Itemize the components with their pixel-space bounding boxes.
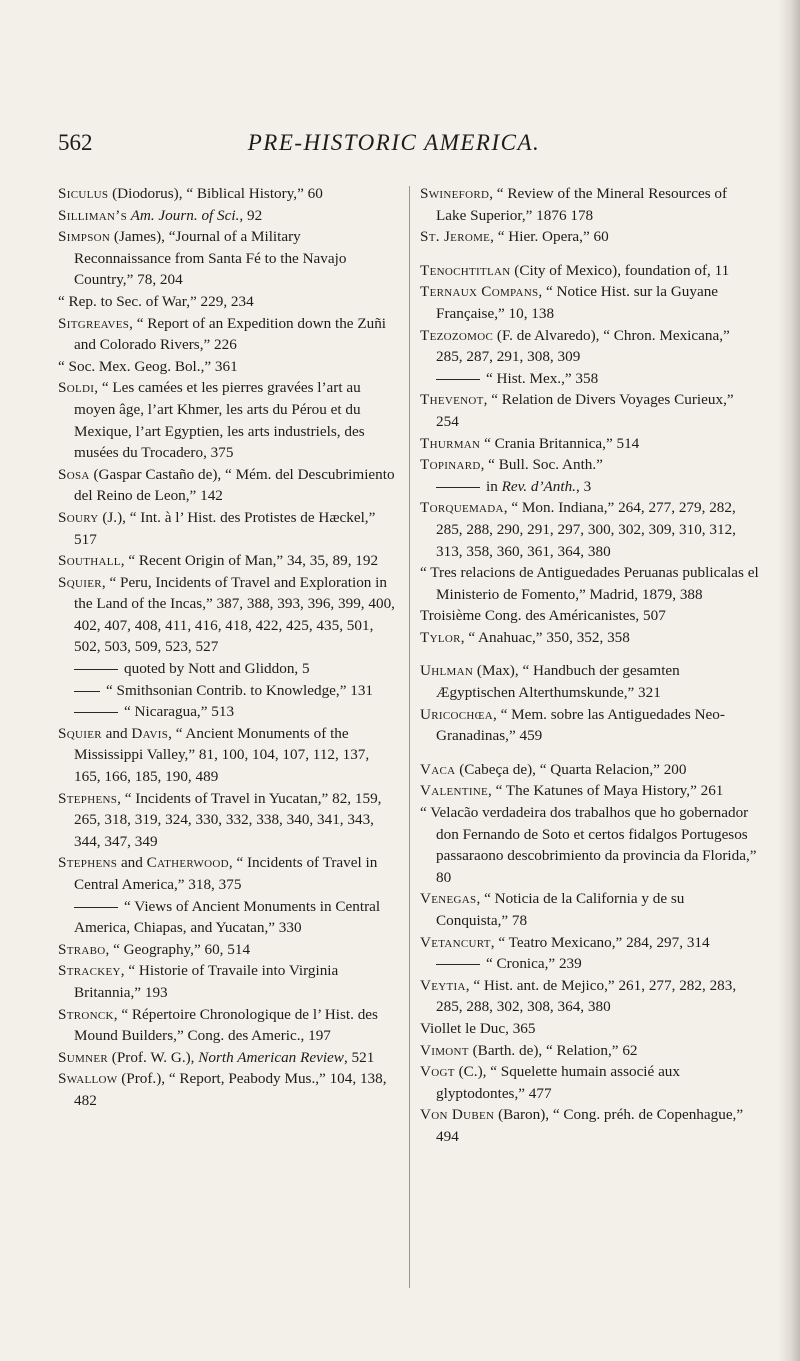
- index-entry: [58, 356, 398, 378]
- index-entry: [58, 896, 398, 939]
- entry-text: , “ Incidents of Travel in Yucatan,” 82, 159, 265, 318, 319, 324, 330, 332, 338, 340, 341, 343, 344, 347, 349: [74, 789, 382, 850]
- entry-author: Uhlman: [420, 662, 474, 680]
- index-entry: [58, 205, 398, 227]
- entry-text: quoted by Nott and Gliddon, 5: [124, 660, 310, 678]
- entry-author: Ternaux Compans: [420, 283, 539, 301]
- left-column: [58, 183, 398, 1112]
- ditto-dash: [74, 907, 118, 908]
- index-entry: [420, 975, 760, 1018]
- entry-text: , “ Hier. Opera,” 60: [490, 228, 609, 246]
- index-columns: [58, 183, 759, 1303]
- entry-text: , “ Review of the Mineral Resources of Lake Superior,” 1876 178: [436, 185, 728, 224]
- entry-text: “ Rep. to Sec. of War,” 229, 234: [58, 292, 254, 310]
- index-entry: [58, 572, 398, 658]
- entry-text: , “ Les camées et les pierres gravées l’art au moyen âge, l’art Khmer, les arts du Pérou et du Mexique, l’art Egyptien, les arts industriels, des musées du Trocadero, 375: [74, 379, 365, 462]
- index-entry: [420, 627, 760, 649]
- entry-author: Von Duben: [420, 1106, 495, 1124]
- entry-text: “ Hist. Mex.,” 358: [486, 369, 599, 387]
- entry-author: Vaca: [420, 760, 456, 778]
- entry-text: “ Cronica,” 239: [486, 955, 582, 973]
- entry-text: “ Tres relacions de Antiguedades Peruanas publicalas el Ministerio de Fomento,” Madrid, 1879, 388: [420, 564, 759, 603]
- index-entry: [58, 377, 398, 463]
- entry-author: St. Jerome: [420, 228, 491, 246]
- ditto-dash: [436, 487, 480, 488]
- entry-text: Viollet le Duc, 365: [420, 1019, 536, 1037]
- index-entry: [58, 1047, 398, 1069]
- entry-author: Stronck: [58, 1005, 114, 1023]
- entry-author: Strabo: [58, 940, 106, 958]
- entry-text: , 3: [575, 477, 592, 495]
- index-entry: [420, 389, 760, 432]
- index-entry: [420, 325, 760, 368]
- page-number: 562: [58, 130, 93, 155]
- entry-text: “ Crania Britannica,” 514: [480, 434, 640, 452]
- index-entry: [420, 780, 760, 802]
- entry-author: Valentine: [420, 782, 489, 800]
- index-entry: [420, 368, 760, 390]
- entry-author: Soldi: [58, 379, 95, 397]
- entry-author: Sumner: [58, 1048, 108, 1066]
- entry-author: Torquemada: [420, 499, 504, 517]
- entry-author: Venegas: [420, 890, 477, 908]
- entry-work-title: North American Review: [198, 1048, 344, 1066]
- index-entry: [58, 183, 398, 205]
- index-entry: [58, 291, 398, 313]
- entry-text: , “ Relation de Divers Voyages Curieux,” 254: [436, 391, 734, 430]
- entry-author: Thevenot: [420, 391, 484, 409]
- index-entry: [58, 507, 398, 550]
- entry-author: Tylor: [420, 628, 461, 646]
- index-entry: [420, 476, 760, 498]
- index-entry: [420, 605, 760, 627]
- entry-author: Squier: [58, 573, 102, 591]
- index-entry: [420, 1104, 760, 1147]
- ditto-dash: [74, 669, 118, 670]
- entry-text: (Prof. W. G.),: [107, 1048, 199, 1066]
- index-entry: [420, 497, 760, 562]
- entry-work-title: Rev. d’Anth.: [501, 477, 576, 495]
- index-entry: [420, 1040, 760, 1062]
- entry-text: (J.), “ Int. à l’ Hist. des Protistes de Hæckel,” 517: [74, 508, 376, 548]
- entry-text: , “ The Katunes of Maya History,” 261: [488, 782, 724, 800]
- entry-text: “ Nicaragua,” 513: [124, 703, 235, 721]
- index-entry: [420, 660, 760, 703]
- index-entry: [420, 1061, 760, 1104]
- index-entry: [420, 953, 760, 975]
- entry-text: , “ Bull. Soc. Anth.”: [480, 456, 603, 474]
- entry-text: (F. de Alvaredo), “ Chron. Mexicana,” 285, 287, 291, 308, 309: [436, 326, 730, 366]
- entry-text: , “ Mem. sobre las Antiguedades Neo-Granadinas,” 459: [436, 705, 725, 745]
- entry-author: Swallow: [58, 1070, 118, 1088]
- page-header: [58, 130, 730, 160]
- entry-author: Soury: [58, 508, 99, 526]
- index-entry: [58, 939, 398, 961]
- index-entry: [58, 226, 398, 291]
- index-entry: [420, 183, 760, 226]
- index-entry: [420, 260, 760, 282]
- entry-author: Vimont: [420, 1041, 469, 1059]
- entry-author: Squier: [58, 724, 102, 742]
- entry-text: (Barth. de), “ Relation,” 62: [468, 1041, 638, 1059]
- entry-text: “ Smithsonian Contrib. to Knowledge,” 131: [106, 681, 374, 699]
- entry-text: , “ Historie of Travaile into Virginia Britannia,” 193: [74, 962, 339, 1001]
- index-entry: [58, 550, 398, 572]
- entry-text: (Diodorus), “ Biblical History,” 60: [108, 185, 323, 202]
- entry-text: Troisième Cong. des Américanistes, 507: [420, 607, 666, 625]
- entry-text: , “ Teatro Mexicano,” 284, 297, 314: [490, 933, 710, 951]
- entry-coauthor: Davis: [131, 724, 169, 742]
- index-entry: [420, 226, 760, 248]
- entry-text: (City of Mexico), foundation of, 11: [510, 261, 730, 279]
- entry-text: (Gaspar Castaño de), “ Mém. del Descubrimiento del Reino de Leon,” 142: [74, 465, 395, 505]
- entry-author: Sosa: [58, 465, 90, 483]
- page-edge-shadow: [778, 0, 800, 1361]
- entry-author: Stephens: [58, 789, 118, 807]
- index-entry: [58, 464, 398, 507]
- entry-text: “ Velacão verdadeira dos trabalhos que ho gobernador don Fernando de Soto et certos fidalgos Portugesos passaraono descobrimiento da provincia da Florida,” 80: [420, 804, 757, 886]
- index-entry: [58, 852, 398, 895]
- entry-text: (Max), “ Handbuch der gesamten Ægyptischen Alterthumskunde,” 321: [436, 662, 680, 702]
- entry-text: , 92: [239, 206, 263, 224]
- entry-author: Southall: [58, 552, 121, 570]
- ditto-dash: [436, 964, 480, 965]
- entry-text: , “ Peru, Incidents of Travel and Exploration in the Land of the Incas,” 387, 388, 393, 396, 399, 400, 402, 407, 408, 411, 416, 418, 422, 425, 435, 501, 502, 503, 509, 523, 527: [74, 573, 395, 656]
- entry-author: Swineford: [420, 185, 490, 202]
- entry-text: , “ Geography,” 60, 514: [105, 940, 251, 958]
- entry-text: (Prof.), “ Report, Peabody Mus.,” 104, 138, 482: [74, 1070, 387, 1109]
- entry-author: Uricochœa: [420, 705, 493, 723]
- entry-text: , “ Répertoire Chronologique de l’ Hist. des Mound Builders,” Cong. des Americ., 197: [74, 1005, 378, 1045]
- ditto-dash: [436, 379, 480, 380]
- index-entry: [420, 802, 760, 888]
- index-entry: [58, 313, 398, 356]
- entry-text: , “ Hist. ant. de Mejico,” 261, 277, 282, 283, 285, 288, 302, 308, 364, 380: [436, 976, 737, 1016]
- entry-author: Siculus: [58, 185, 109, 202]
- index-entry: [420, 562, 760, 605]
- entry-author: Vogt: [420, 1063, 455, 1081]
- entry-conjunction: and: [101, 724, 132, 742]
- index-entry: [58, 960, 398, 1003]
- entry-author: Thurman: [420, 434, 481, 452]
- entry-author: Simpson: [58, 228, 111, 246]
- index-entry: [58, 680, 398, 702]
- entry-author: Silliman’s: [58, 206, 128, 224]
- index-entry: [420, 281, 760, 324]
- index-entry: [420, 454, 760, 476]
- entry-author: Veytia: [420, 976, 466, 994]
- index-entry: [58, 723, 398, 788]
- ditto-dash: [74, 712, 118, 713]
- entry-text: in: [486, 477, 502, 495]
- index-entry: [58, 788, 398, 853]
- entry-author: Stephens: [58, 854, 118, 872]
- entry-text: , “ Recent Origin of Man,” 34, 35, 89, 192: [120, 552, 379, 570]
- entry-text: , “ Noticia de la California y de su Conquista,” 78: [436, 890, 685, 929]
- index-entry: [420, 888, 760, 931]
- entry-text: , “ Report of an Expedition down the Zuñi and Colorado Rivers,” 226: [74, 314, 387, 354]
- entry-coauthor: Catherwood: [146, 854, 229, 872]
- entry-author: Tenochtitlan: [420, 261, 511, 279]
- entry-text: “ Soc. Mex. Geog. Bol.,” 361: [58, 357, 238, 375]
- entry-text: , “ Incidents of Travel in Central America,” 318, 375: [74, 854, 378, 893]
- entry-text: (C.), “ Squelette humain associé aux glyptodontes,” 477: [436, 1063, 680, 1102]
- index-entry: [58, 658, 398, 680]
- entry-conjunction: and: [117, 854, 147, 872]
- entry-text: “ Views of Ancient Monuments in Central America, Chiapas, and Yucatan,” 330: [74, 897, 381, 937]
- entry-author: Topinard: [420, 456, 481, 474]
- index-entry: [420, 759, 760, 781]
- entry-text: , 521: [343, 1048, 375, 1066]
- index-entry: [58, 1068, 398, 1111]
- entry-text: , “ Mon. Indiana,” 264, 277, 279, 282, 285, 288, 290, 291, 297, 300, 302, 309, 310, 312, 313, 358, 360, 361, 364, 380: [436, 499, 736, 560]
- entry-text: , “ Notice Hist. sur la Guyane Française,” 10, 138: [436, 283, 719, 322]
- index-entry: [58, 701, 398, 723]
- entry-work-title: Am. Journ. of Sci.: [127, 206, 240, 224]
- entry-text: (James), “Journal of a Military Reconnaissance from Santa Fé to the Navajo Country,” 78, 204: [74, 228, 347, 289]
- index-entry: [420, 1018, 760, 1040]
- entry-text: (Cabeça de), “ Quarta Relacion,” 200: [455, 760, 687, 778]
- entry-author: Vetancurt: [420, 933, 491, 951]
- entry-text: (Baron), “ Cong. préh. de Copenhague,” 494: [436, 1106, 744, 1145]
- index-entry: [420, 932, 760, 954]
- right-column: [420, 183, 760, 1148]
- index-entry: [420, 704, 760, 747]
- entry-text: , “ Anahuac,” 350, 352, 358: [460, 628, 630, 646]
- entry-author: Strackey: [58, 962, 121, 980]
- running-title: PRE-HISTORIC AMERICA.: [247, 130, 541, 155]
- entry-text: , “ Ancient Monuments of the Mississippi Valley,” 81, 100, 104, 107, 112, 137, 165, 166, 185, 190, 489: [74, 724, 370, 786]
- ditto-dash: [74, 691, 100, 692]
- index-entry: [420, 433, 760, 455]
- entry-author: Sitgreaves: [58, 314, 130, 332]
- index-entry: [58, 1004, 398, 1047]
- entry-author: Tezozomoc: [420, 326, 494, 344]
